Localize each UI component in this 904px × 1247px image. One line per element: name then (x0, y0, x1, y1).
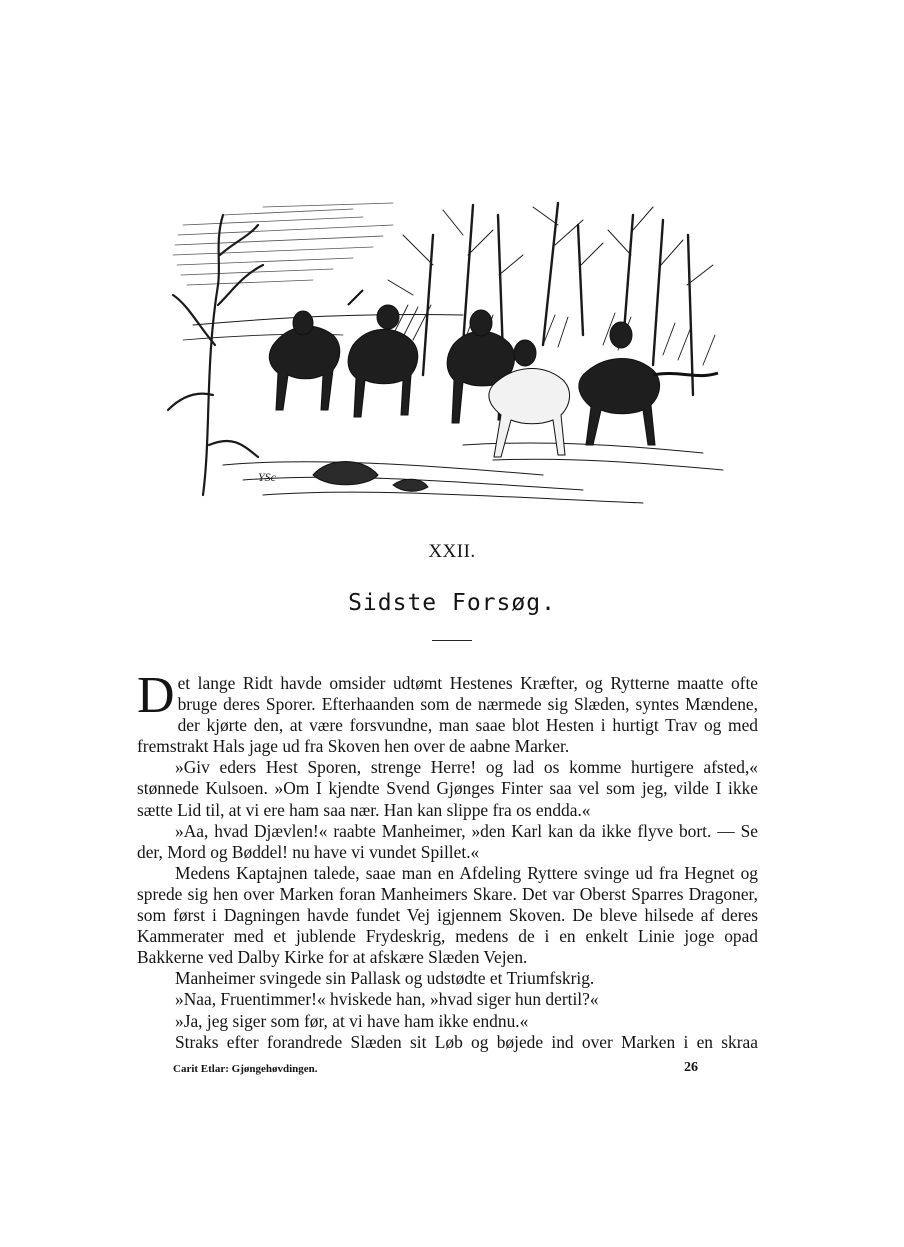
running-footer-title: Carit Etlar: Gjøngehøvdingen. (173, 1063, 318, 1075)
paragraph: »Aa, hvad Djævlen!« raabte Manheimer, »den Karl kan da ikke flyve bort. — Se der, Mord og Bøddel! nu have vi vundet Spillet.« (137, 820, 758, 862)
paragraph: »Giv eders Hest Sporen, strenge Herre! og lad os komme hurtigere afsted,« stønnede Kulsoen. »Om I kjendte Svend Gjønges Finter saa vel som jeg, vilde I ikke sætte Lid til, at vi ere ham saa nær. Han kan slippe fra os endda.« (137, 757, 758, 820)
paragraph (137, 667, 758, 757)
drop-cap: D (137, 667, 175, 724)
forest-riders-illustration (163, 195, 735, 513)
chapter-number: XXII. (428, 541, 476, 562)
chapter-body (137, 667, 758, 1053)
chapter-title: Sidste Forsøg. (348, 590, 556, 616)
paragraph: »Naa, Fruentimmer!« hviskede han, »hvad siger hun dertil?« (175, 989, 599, 1010)
paragraph: Medens Kaptajnen talede, saae man en Afdeling Ryttere svinge ud fra Hegnet og sprede sig hen over Marken foran Manheimers Skare. Det var Oberst Sparres Dragoner, som først i Dagningen havde fundet Vej igjennem Skoven. De bleve hilsede af deres Kammerater med et jublende Frydeskrig, medens de i en enkelt Linie joge opad Bakkerne ved Dalby Kirke for at afskære Slæden Vejen. (137, 862, 758, 968)
paragraph: Manheimer svingede sin Pallask og udstødte et Triumfskrig. (175, 968, 595, 989)
paragraph: Straks efter forandrede Slæden sit Løb og bøjede ind over Marken i en skraa (175, 1031, 758, 1052)
paragraph-text: et lange Ridt havde omsider udtømt Hestenes Kræfter, og Rytterne maatte ofte bruge deres Sporer. Efterhaanden som de nærmede sig Slæden, syntes Mændene, der kjørte den, at være forsvundne, man saae blot Hesten i hurtigt Trav og med fremstrakt Hals jage ud fra Skoven hen over de aabne Marker. (137, 673, 758, 757)
illustration-signature: YSc (258, 470, 276, 484)
page-number: 26 (684, 1060, 698, 1075)
title-divider (432, 640, 472, 641)
paragraph: »Ja, jeg siger som før, at vi have ham ikke endnu.« (175, 1010, 529, 1031)
